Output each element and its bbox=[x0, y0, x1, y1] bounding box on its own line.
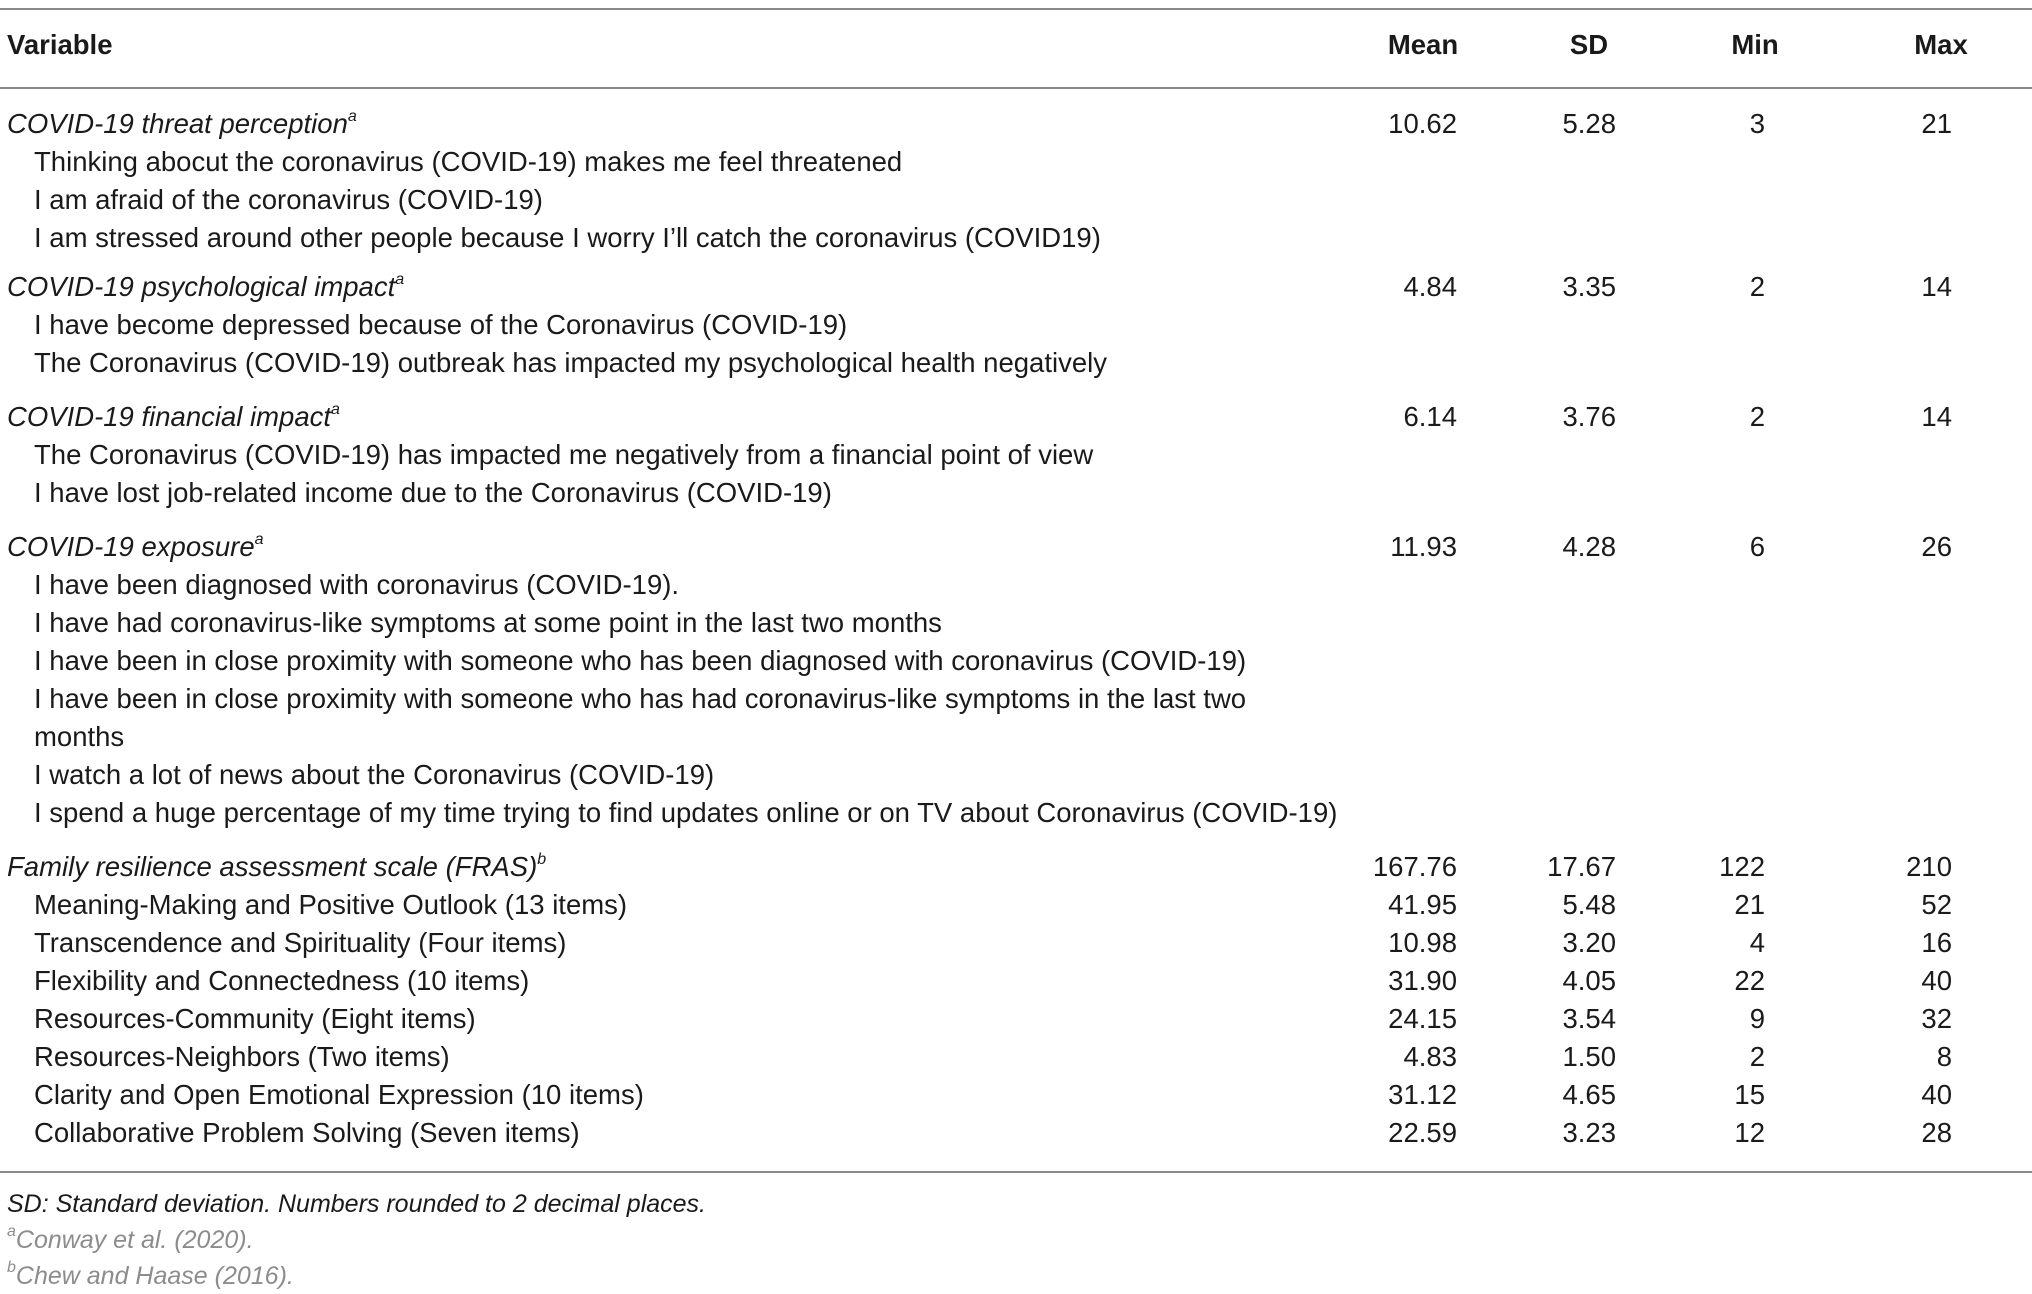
row-label-text: The Coronavirus (COVID-19) outbreak has impacted my psychological health negatively bbox=[34, 347, 1108, 378]
cell-sd: 4.05 bbox=[1562, 965, 1616, 996]
row-label-text: I watch a lot of news about the Coronavirus (COVID-19) bbox=[34, 759, 715, 790]
cell-min: 3 bbox=[1749, 108, 1765, 139]
item-label bbox=[34, 794, 1337, 832]
cell-min: 2 bbox=[1749, 401, 1765, 432]
table-row bbox=[0, 436, 2032, 474]
cell-max: 21 bbox=[1921, 108, 1952, 139]
cell-min: 2 bbox=[1749, 271, 1765, 302]
footnote-sd: SD: Standard deviation. Numbers rounded to 2 decimal places. bbox=[7, 1190, 706, 1218]
footnote-b-mark: b bbox=[7, 1259, 16, 1276]
row-label-text: COVID-19 exposure bbox=[7, 531, 255, 562]
cell-sd: 3.23 bbox=[1562, 1117, 1616, 1148]
cell-mean: 11.93 bbox=[1390, 531, 1457, 562]
row-label-text: Family resilience assessment scale (FRAS) bbox=[7, 851, 538, 882]
cell-min: 2 bbox=[1749, 1041, 1765, 1072]
cell-max: 14 bbox=[1921, 271, 1952, 302]
row-label-text: months bbox=[34, 721, 125, 752]
cell-mean: 167.76 bbox=[1372, 851, 1457, 882]
table-row bbox=[0, 344, 2032, 382]
cell-mean: 31.12 bbox=[1388, 1079, 1457, 1110]
cell-mean: 10.62 bbox=[1388, 108, 1457, 139]
cell-min: 21 bbox=[1734, 889, 1765, 920]
cell-min: 12 bbox=[1734, 1117, 1765, 1148]
header-sd: SD bbox=[1569, 29, 1609, 60]
cell-mean: 22.59 bbox=[1388, 1117, 1457, 1148]
footnote-a bbox=[7, 1223, 254, 1257]
cell-max: 8 bbox=[1936, 1041, 1952, 1072]
row-label-text: I am stressed around other people because I worry I’ll catch the coronavirus (COVID19) bbox=[34, 222, 1101, 253]
cell-mean: 24.15 bbox=[1388, 1003, 1457, 1034]
cell-min: 22 bbox=[1734, 965, 1765, 996]
table-row bbox=[0, 604, 2032, 642]
cell-min: 6 bbox=[1749, 531, 1765, 562]
table-row bbox=[0, 680, 2032, 718]
table-row bbox=[0, 219, 2032, 257]
table-row bbox=[0, 474, 2032, 512]
footnote-marker: a bbox=[331, 401, 340, 418]
group-label bbox=[7, 105, 357, 143]
item-label bbox=[34, 1000, 476, 1038]
cell-max: 40 bbox=[1921, 1079, 1952, 1110]
cell-min: 9 bbox=[1749, 1003, 1765, 1034]
cell-min: 4 bbox=[1749, 927, 1765, 958]
table-row bbox=[0, 143, 2032, 181]
cell-mean: 31.90 bbox=[1388, 965, 1457, 996]
cell-max: 52 bbox=[1921, 889, 1952, 920]
cell-mean: 4.84 bbox=[1403, 271, 1457, 302]
item-label bbox=[34, 1076, 644, 1114]
item-label bbox=[34, 680, 1246, 718]
row-label-text: Transcendence and Spirituality (Four items) bbox=[34, 927, 567, 958]
table-row bbox=[0, 962, 2032, 1000]
group-label bbox=[7, 268, 404, 306]
footnote-marker: a bbox=[254, 531, 264, 548]
row-label-text: I have been in close proximity with someone who has been diagnosed with coronavirus (COVID-19) bbox=[34, 645, 1247, 676]
row-label-text: I have been in close proximity with someone who has had coronavirus-like symptoms in the last two bbox=[34, 683, 1247, 714]
table-row bbox=[0, 306, 2032, 344]
footnote-marker: a bbox=[395, 271, 405, 288]
item-label bbox=[34, 306, 847, 344]
table-row bbox=[0, 1076, 2032, 1114]
cell-max: 210 bbox=[1906, 851, 1952, 882]
row-label-text: COVID-19 financial impact bbox=[7, 401, 332, 432]
table-row bbox=[0, 1038, 2032, 1076]
item-label bbox=[34, 1114, 580, 1152]
row-label-text: I have become depressed because of the Coronavirus (COVID-19) bbox=[34, 309, 848, 340]
item-label bbox=[34, 219, 1101, 257]
cell-max: 14 bbox=[1921, 401, 1952, 432]
table-row bbox=[0, 105, 2032, 143]
row-label-text: I am afraid of the coronavirus (COVID-19) bbox=[34, 184, 543, 215]
header-min: Min bbox=[1731, 29, 1779, 60]
table-row bbox=[0, 1114, 2032, 1152]
row-label-text: Clarity and Open Emotional Expression (10 items) bbox=[34, 1079, 644, 1110]
footnote-marker: a bbox=[347, 108, 357, 125]
cell-sd: 3.35 bbox=[1562, 271, 1616, 302]
cell-sd: 3.20 bbox=[1562, 927, 1616, 958]
item-label bbox=[34, 756, 714, 794]
row-label-text: I have lost job-related income due to the Coronavirus (COVID-19) bbox=[34, 477, 832, 508]
cell-sd: 4.65 bbox=[1562, 1079, 1616, 1110]
footnote-b-text: Chew and Haase (2016). bbox=[15, 1262, 294, 1290]
table-header bbox=[0, 26, 2032, 64]
cell-sd: 4.28 bbox=[1562, 531, 1616, 562]
row-label-text: Flexibility and Connectedness (10 items) bbox=[34, 965, 530, 996]
cell-sd: 3.76 bbox=[1562, 401, 1616, 432]
header-mean: Mean bbox=[1387, 29, 1459, 60]
item-label bbox=[34, 886, 627, 924]
footnote-b bbox=[7, 1259, 294, 1293]
cell-max: 26 bbox=[1921, 531, 1952, 562]
table-row bbox=[0, 756, 2032, 794]
row-label-text: Collaborative Problem Solving (Seven items) bbox=[34, 1117, 580, 1148]
row-label-text: Meaning-Making and Positive Outlook (13 items) bbox=[34, 889, 628, 920]
cell-sd: 1.50 bbox=[1562, 1041, 1616, 1072]
item-label bbox=[34, 143, 902, 181]
item-label bbox=[34, 181, 543, 219]
cell-min: 122 bbox=[1719, 851, 1765, 882]
cell-sd: 5.28 bbox=[1562, 108, 1616, 139]
item-label bbox=[34, 604, 942, 642]
top-rule bbox=[0, 8, 2032, 10]
table-row bbox=[0, 924, 2032, 962]
row-label-text: Resources-Neighbors (Two items) bbox=[34, 1041, 450, 1072]
table-row bbox=[0, 718, 2032, 756]
cell-sd: 5.48 bbox=[1562, 889, 1616, 920]
table-row bbox=[0, 528, 2032, 566]
cell-sd: 3.54 bbox=[1562, 1003, 1616, 1034]
footnote-a-text: Conway et al. (2020). bbox=[15, 1226, 254, 1254]
cell-mean: 6.14 bbox=[1403, 401, 1457, 432]
bottom-rule bbox=[0, 1171, 2032, 1173]
footnote-marker: b bbox=[537, 851, 547, 868]
item-label bbox=[34, 1038, 450, 1076]
table-row bbox=[0, 181, 2032, 219]
row-label-text: Resources-Community (Eight items) bbox=[34, 1003, 476, 1034]
header-variable: Variable bbox=[7, 29, 113, 60]
cell-max: 40 bbox=[1921, 965, 1952, 996]
cell-mean: 10.98 bbox=[1388, 927, 1457, 958]
item-label bbox=[34, 962, 529, 1000]
cell-sd: 17.67 bbox=[1547, 851, 1616, 882]
table-row bbox=[0, 848, 2032, 886]
cell-max: 28 bbox=[1921, 1117, 1952, 1148]
cell-min: 15 bbox=[1734, 1079, 1765, 1110]
table-row bbox=[0, 1000, 2032, 1038]
table-row bbox=[0, 886, 2032, 924]
table-row bbox=[0, 642, 2032, 680]
row-label-text: COVID-19 psychological impact bbox=[7, 271, 396, 302]
table-row bbox=[0, 398, 2032, 436]
table-row bbox=[0, 268, 2032, 306]
row-label-text: I have had coronavirus-like symptoms at some point in the last two months bbox=[34, 607, 942, 638]
header-max: Max bbox=[1914, 29, 1968, 60]
cell-max: 16 bbox=[1921, 927, 1952, 958]
cell-mean: 4.83 bbox=[1403, 1041, 1457, 1072]
item-label bbox=[34, 436, 1093, 474]
row-label-text: COVID-19 threat perception bbox=[7, 108, 348, 139]
table-row bbox=[0, 566, 2032, 604]
group-label bbox=[7, 528, 264, 566]
cell-mean: 41.95 bbox=[1388, 889, 1457, 920]
item-label bbox=[34, 642, 1246, 680]
table-row bbox=[0, 794, 2032, 832]
row-label-text: I spend a huge percentage of my time trying to find updates online or on TV about Coronavirus (COVID-19) bbox=[34, 797, 1338, 828]
footnote-a-mark: a bbox=[7, 1223, 16, 1240]
row-label-text: Thinking abocut the coronavirus (COVID-19) makes me feel threatened bbox=[34, 146, 903, 177]
cell-max: 32 bbox=[1921, 1003, 1952, 1034]
group-label bbox=[7, 398, 340, 436]
group-label bbox=[7, 848, 546, 886]
item-label bbox=[34, 718, 124, 756]
item-label bbox=[34, 344, 1107, 382]
item-label bbox=[34, 566, 679, 604]
row-label-text: The Coronavirus (COVID-19) has impacted me negatively from a financial point of view bbox=[34, 439, 1094, 470]
item-label bbox=[34, 474, 832, 512]
item-label bbox=[34, 924, 566, 962]
header-rule bbox=[0, 87, 2032, 89]
row-label-text: I have been diagnosed with coronavirus (COVID-19). bbox=[34, 569, 680, 600]
